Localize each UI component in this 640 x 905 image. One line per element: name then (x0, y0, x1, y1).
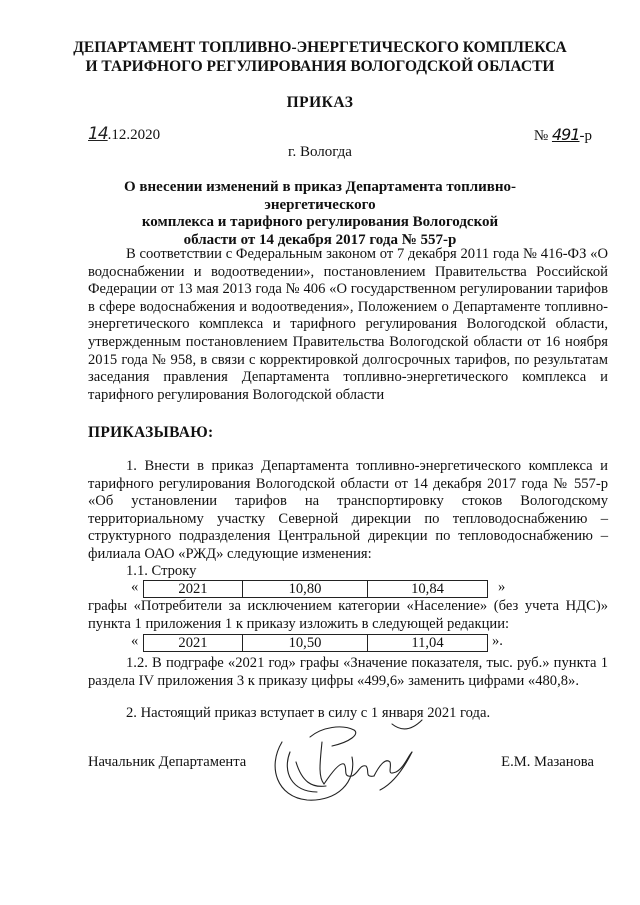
city: г. Вологда (288, 144, 352, 160)
cell-value-2: 11,04 (411, 635, 444, 651)
close-quote: » (498, 579, 506, 595)
date-rest: .12.2020 (107, 127, 161, 143)
table-row-old (88, 579, 608, 599)
subject-line-1: О внесении изменений в приказ Департамента топливно-энергетического (123, 179, 517, 213)
document-number (534, 126, 592, 146)
orders-heading: ПРИКАЗЫВАЮ: (88, 424, 214, 441)
cell-year: 2021 (144, 581, 243, 597)
number-suffix: -р (579, 128, 592, 144)
document-subject (100, 179, 540, 249)
item-2-text: 2. Настоящий приказ вступает в силу с 1 января 2021 года. (126, 705, 491, 721)
date-day-handwritten: 14 (88, 124, 108, 144)
item-1-2-paragraph (88, 655, 608, 690)
open-quote: « (131, 579, 139, 595)
table-row-new (88, 633, 608, 653)
tariff-row-new (143, 634, 488, 652)
signatory-name: Е.М. Мазанова (501, 754, 594, 770)
item-1-1-paragraph (88, 598, 608, 633)
item-1-text: 1. Внести в приказ Департамента топливно-энергетического комплекса и тарифного регулирования Вологодской области от 14 декабря 2017 года № 557-р «Об установлении тарифов на транспортировку стоков Вологодскому территориальному участку Северной дирекции по тепловодоснабжению – структурного подразделения Центральной дирекции по тепловодоснабжению – филиала ОАО «РЖД» следующие изменения: (88, 458, 608, 562)
item-1-1-label (88, 563, 608, 581)
preamble-text: В соответствии с Федеральным законом от 7 декабря 2011 года № 416-ФЗ «О водоснабжении и водоотведении», постановлением Правительства Российской Федерации от 13 мая 2013 года № 406 «О государственном регулировании тарифов в сфере водоснабжения и водоотведения», Положением о Департаменте топливно-энергетического комплекса и тарифного регулирования Вологодской области, утвержденным постановлением Правительства Вологодской области от 16 ноября 2015 года № 958, в связи с корректировкой долгосрочных тарифов, по результатам заседания правления Департамента топливно-энергетического комплекса и тарифного регулирования Вологодской области (88, 246, 608, 403)
number-handwritten: 491 (551, 125, 580, 144)
cell-value-1: 10,80 (243, 581, 368, 597)
subject-line-2: комплекса и тарифного регулирования Вологодской (141, 214, 499, 230)
organization-line-1: ДЕПАРТАМЕНТ ТОПЛИВНО-ЭНЕРГЕТИЧЕСКОГО КОМПЛЕКСА (73, 39, 567, 56)
item-1-1-text: графы «Потребители за исключением категории «Население» (без учета НДС)» пункта 1 приложения 1 к приказу изложить в следующей редакции: (88, 598, 608, 632)
handwritten-signature (262, 712, 442, 812)
document-date (88, 126, 160, 145)
document-type: ПРИКАЗ (286, 94, 354, 111)
organization-name (60, 38, 580, 76)
number-prefix: № (533, 128, 549, 144)
item-1-1-label-text: 1.1. Строку (126, 563, 197, 579)
preamble-paragraph (88, 246, 608, 404)
cell-value-1: 10,50 (243, 635, 368, 651)
item-1-2-text: 1.2. В подграфе «2021 год» графы «Значение показателя, тыс. руб.» пункта 1 раздела IV приложения 3 к приказу цифры «499,6» заменить цифрами «480,8». (88, 655, 608, 689)
item-1-paragraph (88, 458, 608, 564)
cell-year: 2021 (144, 635, 243, 651)
organization-line-2: И ТАРИФНОГО РЕГУЛИРОВАНИЯ ВОЛОГОДСКОЙ ОБЛАСТИ (85, 58, 555, 75)
tariff-row-old (143, 580, 488, 598)
cell-value-2: 10,84 (411, 581, 444, 597)
open-quote: « (131, 633, 139, 649)
close-quote: ». (492, 633, 503, 649)
subject-line-3: области от 14 декабря 2017 года № 557-р (183, 231, 457, 248)
signatory-position: Начальник Департамента (88, 754, 247, 770)
